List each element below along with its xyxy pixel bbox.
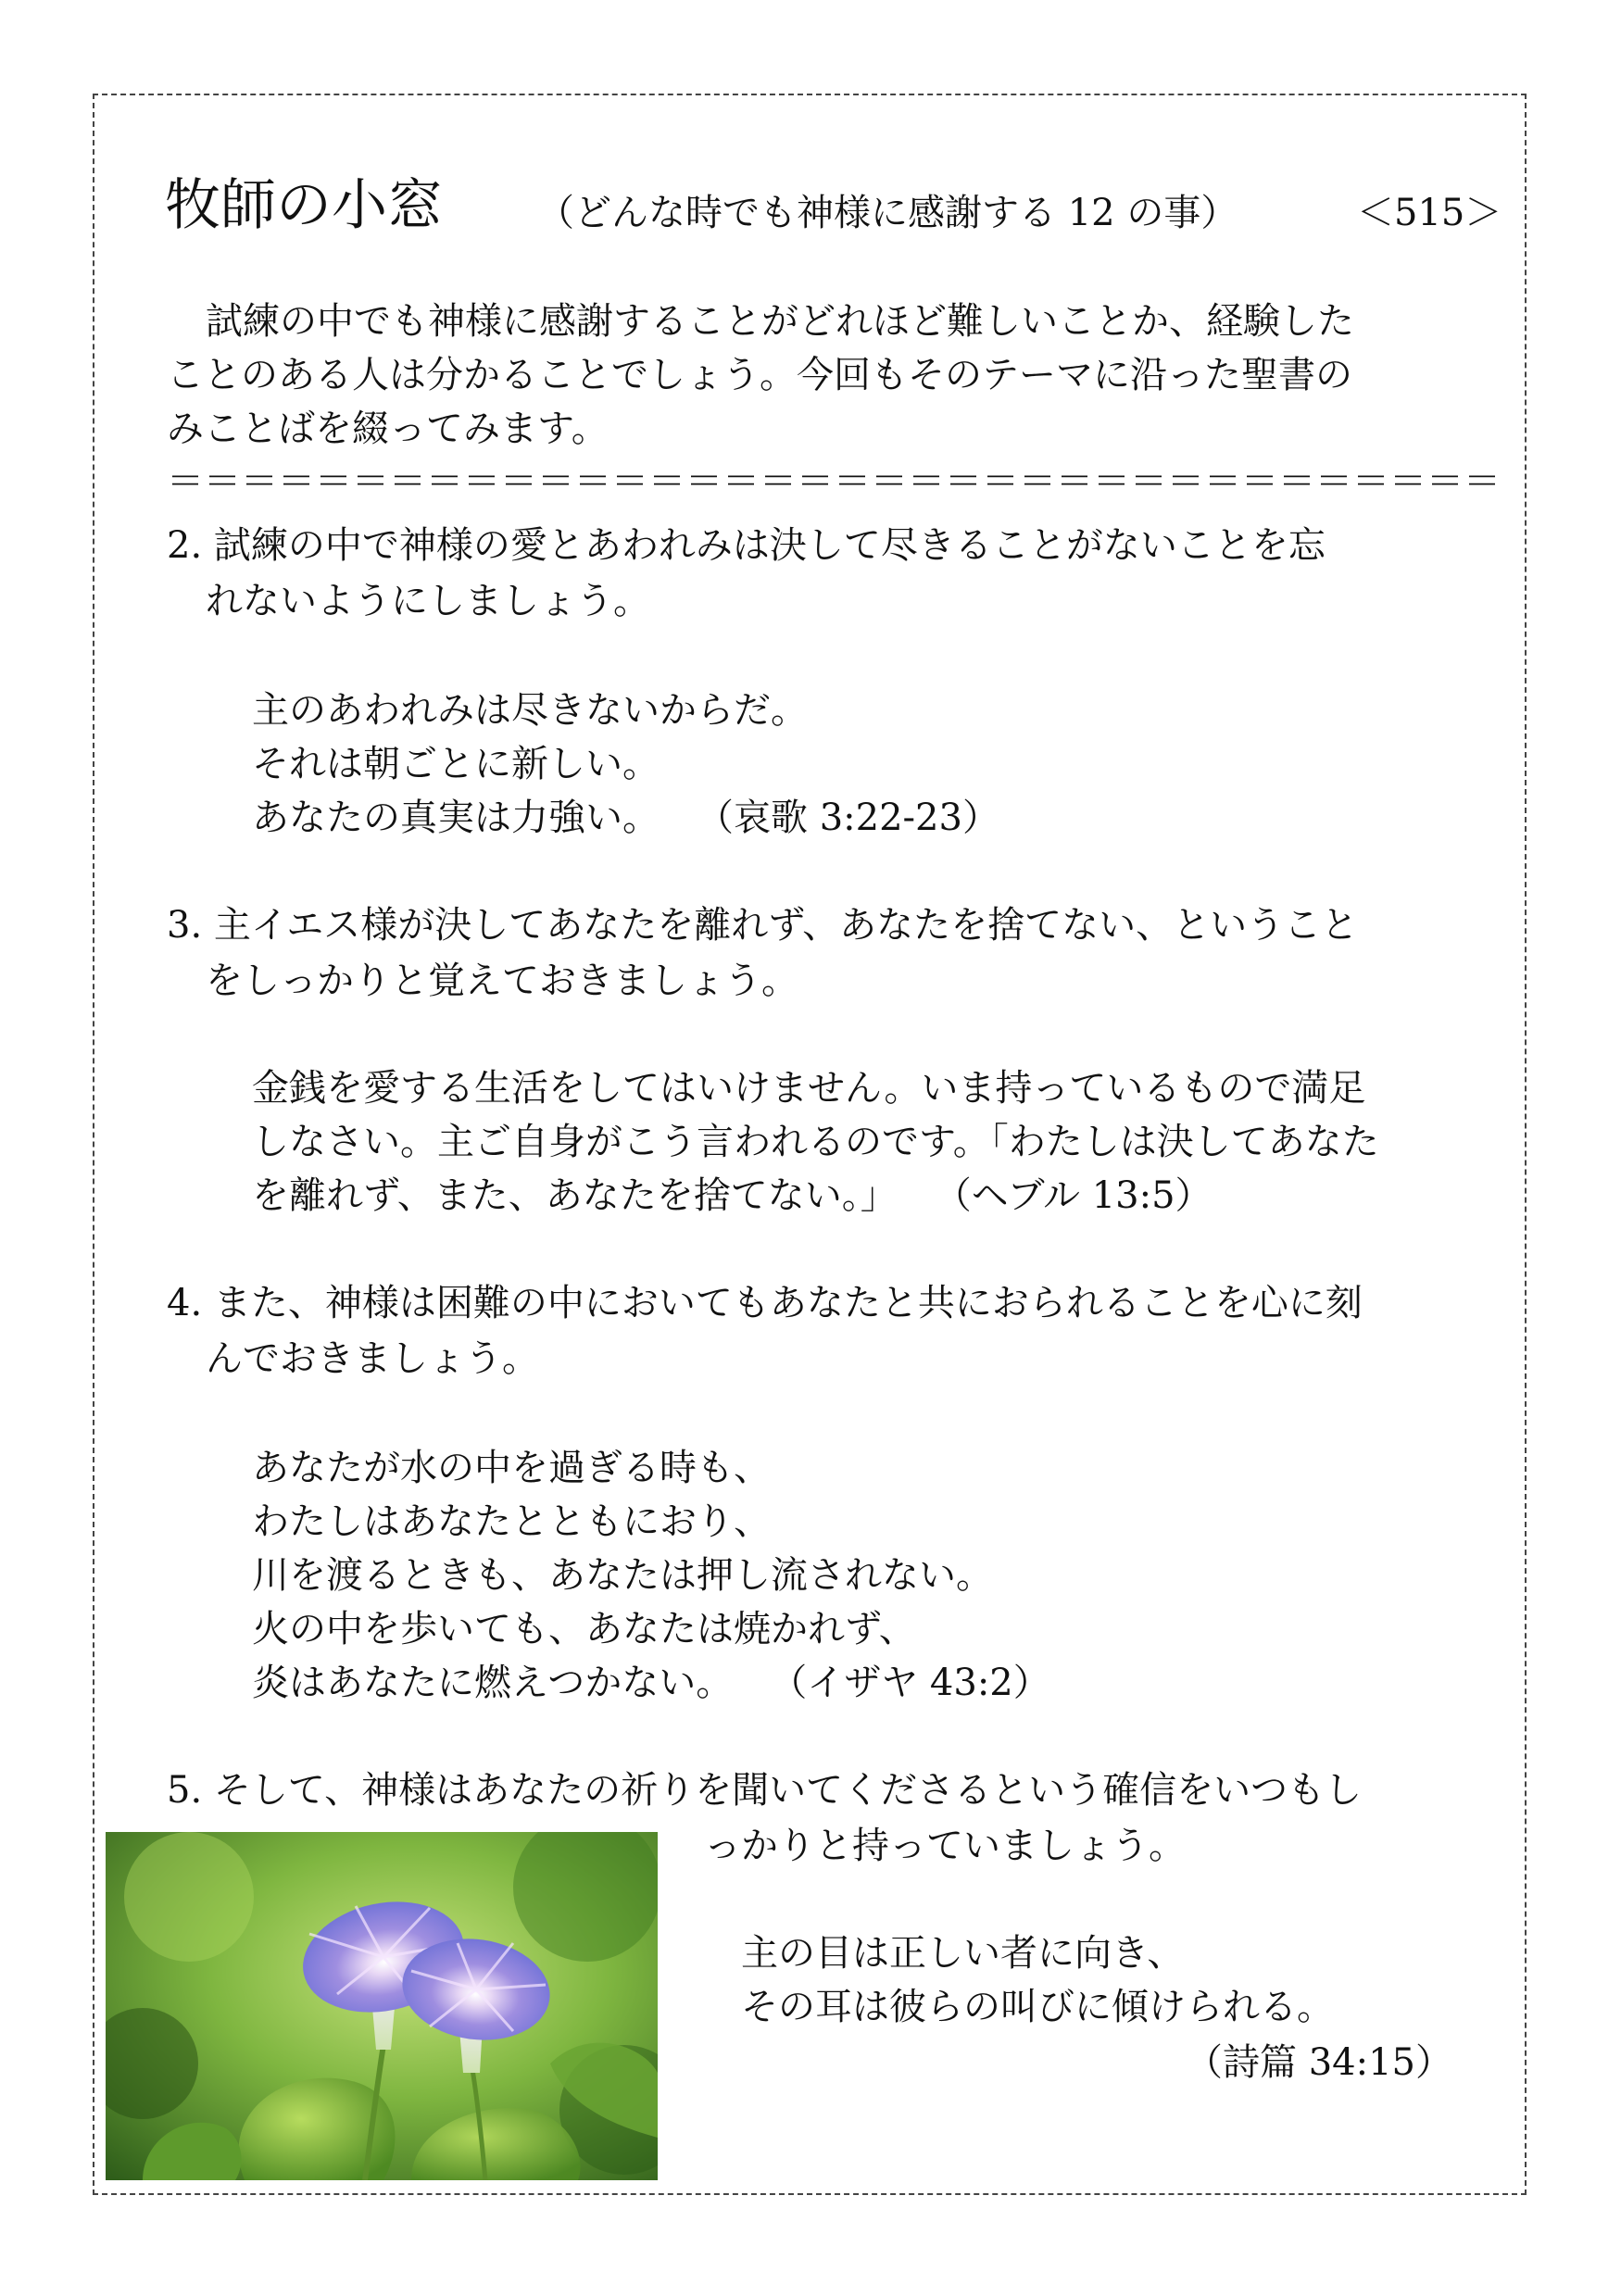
item-2-verse-3: あなたの真実は力強い。 （哀歌 3:22-23） <box>252 797 999 839</box>
intro-line-3: みことばを綴ってみます。 <box>167 408 609 450</box>
page-subtitle: （どんな時でも神様に感謝する 12 の事） <box>537 192 1238 234</box>
item-4-verse-3: 川を渡るときも、あなたは押し流されない。 <box>252 1554 993 1597</box>
item-3-verse-3: を離れず、また、あなたを捨てない。」 （ヘブル 13:5） <box>252 1174 1213 1217</box>
page-title: 牧師の小窓 <box>165 173 443 238</box>
morning-glory-photo <box>106 1832 658 2180</box>
item-5-verse-3: （詩篇 34:15） <box>1186 2041 1452 2084</box>
item-2-line-1: 2. 試練の中で神様の愛とあわれみは決して尽きることがないことを忘 <box>167 524 1326 567</box>
separator: ＝＝＝＝＝＝＝＝＝＝＝＝＝＝＝＝＝＝＝＝＝＝＝＝＝＝＝＝＝＝＝＝＝＝＝＝ <box>167 460 1501 503</box>
item-4-verse-2: わたしはあなたとともにおり、 <box>252 1500 771 1543</box>
item-3-verse-2: しなさい。主ご自身がこう言われるのです。「わたしは決してあなた <box>252 1121 1379 1163</box>
item-2-verse-1: 主のあわれみは尽きないからだ。 <box>252 689 808 732</box>
item-5-verse-2: その耳は彼らの叫びに傾けられる。 <box>741 1986 1334 2028</box>
item-3-line-2: をしっかりと覚えておきましょう。 <box>206 960 798 1002</box>
item-5-line-2: っかりと持っていましょう。 <box>704 1825 1186 1867</box>
intro-line-2: ことのある人は分かることでしょう。今回もそのテーマに沿った聖書の <box>167 354 1352 396</box>
item-4-verse-5: 炎はあなたに燃えつかない。 （イザヤ 43:2） <box>252 1662 1050 1704</box>
item-5-verse-1: 主の目は正しい者に向き、 <box>741 1932 1185 1975</box>
item-3-verse-1: 金銭を愛する生活をしてはいけません。いま持っているもので満足 <box>252 1067 1366 1110</box>
item-2-verse-2: それは朝ごとに新しい。 <box>252 743 660 785</box>
item-4-line-1: 4. また、神様は困難の中においてもあなたと共におられることを心に刻 <box>167 1282 1363 1324</box>
item-5-line-1: 5. そして、神様はあなたの祈りを聞いてくださるという確信をいつもし <box>167 1769 1363 1812</box>
item-4-verse-1: あなたが水の中を過ぎる時も、 <box>252 1447 771 1489</box>
item-4-line-2: んでおきましょう。 <box>206 1337 539 1380</box>
intro-line-1: 試練の中でも神様に感謝することがどれほど難しいことか、経験した <box>206 300 1354 343</box>
item-3-line-1: 3. 主イエス様が決してあなたを離れず、あなたを捨てない、ということ <box>167 904 1359 947</box>
item-2-line-2: れないようにしましょう。 <box>206 580 650 622</box>
issue-number: ＜515＞ <box>1357 192 1502 234</box>
item-4-verse-4: 火の中を歩いても、あなたは焼かれず、 <box>252 1608 916 1650</box>
